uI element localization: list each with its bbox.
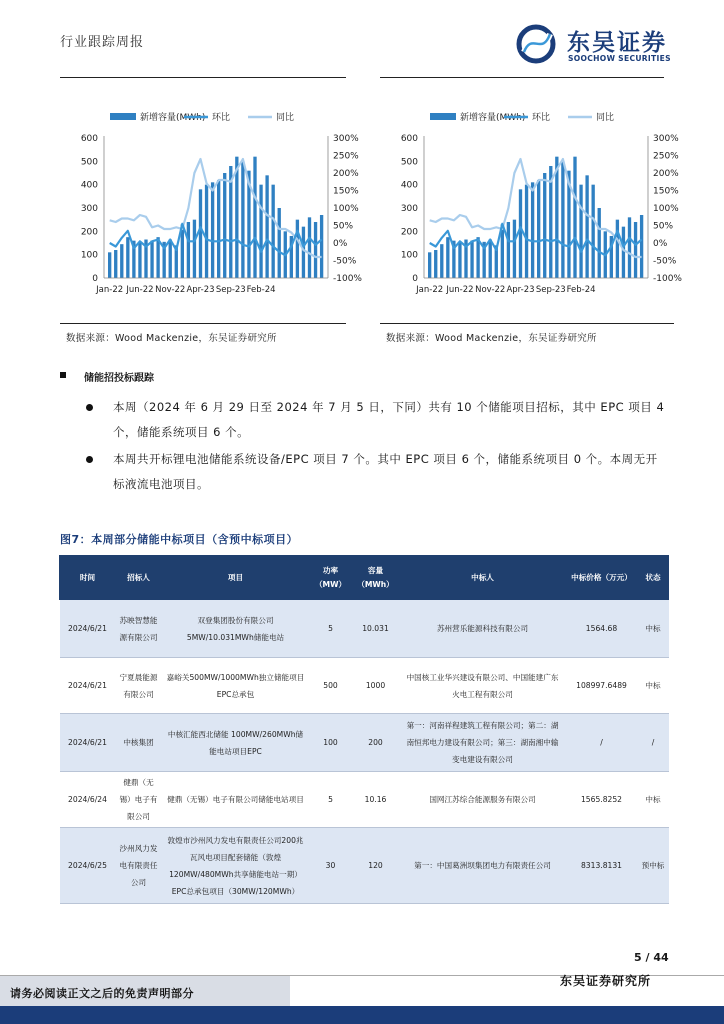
table-row [60, 828, 669, 904]
capacity-bar [592, 185, 595, 278]
capacity-bar [235, 157, 238, 278]
capacity-bar [446, 237, 449, 278]
legend-swatch-bar [430, 113, 456, 120]
capacity-bar [458, 243, 461, 278]
cell-price: 1564.68 [566, 600, 638, 658]
legend-label: 新增容量(MWh) [140, 113, 206, 123]
capacity-bar [561, 161, 564, 278]
y-right-tick-label: 100% [333, 204, 359, 214]
bullet-paragraph-1: 本周（2024 年 6 月 29 日至 2024 年 7 月 5 日，下同）共有 10 个储能项目招标，其中 EPC 项目 4 个，储能系统项目 6 个。 [113, 400, 665, 439]
y-right-tick-label: 50% [653, 221, 674, 232]
chart-left-source: 数据来源：Wood Mackenzie，东吴证券研究所 [66, 333, 277, 344]
cell-project: 健鼎（无锡）电子有限公司储能电站项目 [162, 772, 310, 828]
col-header-project: 项目 [162, 556, 310, 600]
x-tick-label: Jun-22 [446, 285, 474, 295]
cell-winner: 第一：中国葛洲坝集团电力有限责任公司 [400, 828, 566, 904]
capacity-bar [320, 215, 323, 278]
legend-label: 环比 [532, 113, 551, 123]
cell-tenderer: 苏映智慧能源有限公司 [116, 600, 162, 658]
capacity-bar [525, 185, 528, 278]
cell-power: 100 [310, 714, 352, 772]
cell-winner: 苏州营乐能源科技有限公司 [400, 600, 566, 658]
capacity-bar [555, 157, 558, 278]
cell-status: 预中标 [638, 828, 669, 904]
capacity-bar [628, 217, 631, 278]
cell-winner: 中国核工业华兴建设有限公司、中国能建广东火电工程有限公司 [400, 658, 566, 714]
chart-right [380, 100, 682, 305]
capacity-bar [531, 182, 534, 278]
y-right-tick-label: -50% [653, 256, 677, 267]
y-left-tick-label: 0 [412, 274, 418, 284]
y-right-tick-label: -50% [333, 256, 357, 267]
cell-tenderer: 宁夏晨能源有限公司 [116, 658, 162, 714]
cell-time: 2024/6/25 [60, 828, 116, 904]
capacity-bar [543, 173, 546, 278]
footer-bar [0, 1006, 724, 1024]
legend-label: 环比 [212, 113, 231, 123]
col-header-power: 功率（MW） [310, 556, 352, 600]
capacity-bar [513, 220, 516, 278]
cell-capacity: 1000 [352, 658, 400, 714]
y-right-tick-label: 200% [653, 169, 679, 179]
cell-project: 双登集团股份有限公司5MW/10.031MWh储能电站 [162, 600, 310, 658]
y-right-tick-label: 250% [333, 151, 359, 162]
chart-left [60, 100, 362, 305]
logo-cn-text: 东吴证券 [567, 30, 667, 56]
cell-price: 108997.6489 [566, 658, 638, 714]
cell-capacity: 10.16 [352, 772, 400, 828]
y-left-tick-label: 600 [80, 134, 98, 144]
capacity-bar [296, 220, 299, 278]
capacity-bar [241, 161, 244, 278]
x-tick-label: Nov-22 [155, 285, 186, 295]
cell-status: 中标 [638, 772, 669, 828]
capacity-bar [217, 180, 220, 278]
y-right-tick-label: -100% [333, 274, 362, 284]
cell-status: / [638, 714, 669, 772]
y-left-tick-label: 500 [80, 157, 98, 168]
y-left-tick-label: 300 [80, 204, 98, 214]
institute-name: 东吴证券研究所 [560, 974, 652, 988]
cell-status: 中标 [638, 658, 669, 714]
capacity-bar [278, 208, 281, 278]
capacity-bar [211, 182, 214, 278]
cell-time: 2024/6/24 [60, 772, 116, 828]
capacity-bar [265, 175, 268, 278]
y-right-tick-label: 100% [653, 204, 679, 214]
cell-winner: 第一：河南祥程建筑工程有限公司；第二：湖南恒邦电力建设有限公司；第三：湖南湘中输变电建设有限公司 [400, 714, 566, 772]
capacity-bar [308, 217, 311, 278]
table-header-row [60, 556, 669, 600]
capacity-bar [634, 222, 637, 278]
capacity-bar [585, 175, 588, 278]
page-number: 5 / 44 [634, 951, 669, 964]
chart-left-bottom-rule [60, 323, 346, 324]
cell-time: 2024/6/21 [60, 600, 116, 658]
y-left-tick-label: 300 [400, 204, 418, 214]
capacity-bar [476, 237, 479, 278]
section-title: 储能招投标跟踪 [84, 373, 154, 384]
logo-en-text: SOOCHOW SECURITIES [568, 54, 671, 63]
capacity-bar [169, 240, 172, 279]
x-tick-label: Jun-22 [126, 285, 154, 295]
cell-project: 嘉峪关500MW/1000MWh独立储能项目EPC总承包 [162, 658, 310, 714]
y-left-tick-label: 400 [80, 180, 98, 191]
y-right-tick-label: 300% [653, 134, 679, 144]
cell-capacity: 120 [352, 828, 400, 904]
col-header-tenderer: 招标人 [116, 556, 162, 600]
x-tick-label: Apr-23 [506, 285, 535, 295]
capacity-bar [205, 185, 208, 278]
bullet-dot-icon [86, 404, 93, 411]
chart-right-top-rule [380, 77, 664, 78]
cell-power: 30 [310, 828, 352, 904]
capacity-bar [314, 222, 317, 278]
cell-power: 5 [310, 772, 352, 828]
capacity-bar [573, 157, 576, 278]
x-tick-label: Feb-24 [566, 285, 596, 295]
report-type-title: 行业跟踪周报 [60, 35, 145, 50]
x-tick-label: Sep-23 [215, 285, 246, 295]
capacity-bar [428, 252, 431, 278]
capacity-bar [114, 250, 117, 278]
cell-power: 5 [310, 600, 352, 658]
capacity-bar [579, 185, 582, 278]
cell-time: 2024/6/21 [60, 658, 116, 714]
capacity-bar [187, 222, 190, 278]
bullet-dot-icon [86, 456, 93, 463]
y-left-tick-label: 200 [80, 227, 98, 238]
table-row [60, 658, 669, 714]
y-right-tick-label: 0% [333, 239, 348, 249]
cell-capacity: 10.031 [352, 600, 400, 658]
capacity-bar [156, 237, 159, 278]
y-right-tick-label: -100% [653, 274, 682, 284]
figure-title: 图7：本周部分储能中标项目（含预中标项目） [60, 533, 299, 546]
cell-price: 1565.8252 [566, 772, 638, 828]
y-left-tick-label: 100 [400, 250, 418, 261]
x-tick-label: Feb-24 [246, 285, 276, 295]
cell-time: 2024/6/21 [60, 714, 116, 772]
y-right-tick-label: 150% [653, 186, 679, 197]
capacity-bar [120, 244, 123, 278]
capacity-bar [622, 227, 625, 278]
y-right-tick-label: 200% [333, 169, 359, 179]
y-left-tick-label: 600 [400, 134, 418, 144]
chart-right-bottom-rule [380, 323, 674, 324]
x-tick-label: Nov-22 [475, 285, 506, 295]
col-header-winner: 中标人 [400, 556, 566, 600]
capacity-bar [507, 222, 510, 278]
capacity-bar [199, 189, 202, 278]
capacity-bar [598, 208, 601, 278]
capacity-bar [640, 215, 643, 278]
capacity-bar [150, 241, 153, 278]
cell-price: 8313.8131 [566, 828, 638, 904]
cell-project: 敦煌市沙州风力发电有限责任公司200兆瓦风电项目配套储能（敦煌120MW/480MWh共享储能电站一期）EPC总承包项目（30MW/120MWh） [162, 828, 310, 904]
y-right-tick-label: 50% [333, 221, 354, 232]
cell-tenderer: 中核集团 [116, 714, 162, 772]
y-left-tick-label: 200 [400, 227, 418, 238]
col-header-price: 中标价格（万元） [566, 556, 638, 600]
capacity-bar [108, 252, 111, 278]
table-row [60, 772, 669, 828]
y-right-tick-label: 250% [653, 151, 679, 162]
legend-label: 同比 [276, 113, 295, 123]
capacity-bar [519, 189, 522, 278]
capacity-bar [537, 180, 540, 278]
cell-project: 中核汇能西北储能 100MW/260MWh储能电站项目EPC [162, 714, 310, 772]
table-row [60, 714, 669, 772]
x-tick-label: Sep-23 [535, 285, 566, 295]
col-header-time: 时间 [60, 556, 116, 600]
x-tick-label: Apr-23 [186, 285, 215, 295]
cell-power: 500 [310, 658, 352, 714]
capacity-bar [489, 240, 492, 279]
soochow-logo-icon [516, 24, 560, 64]
section-square-icon [60, 372, 66, 378]
bid-results-table [59, 555, 669, 904]
capacity-bar [138, 243, 141, 278]
capacity-bar [253, 157, 256, 278]
col-header-status: 状态 [638, 556, 669, 600]
legend-label: 新增容量(MWh) [460, 113, 526, 123]
capacity-bar [616, 220, 619, 278]
x-tick-label: Jan-22 [96, 285, 124, 295]
cell-capacity: 200 [352, 714, 400, 772]
capacity-bar [302, 227, 305, 278]
legend-swatch-bar [110, 113, 136, 120]
y-right-tick-label: 300% [333, 134, 359, 144]
cell-price: / [566, 714, 638, 772]
chart-left-top-rule [60, 77, 346, 78]
capacity-bar [193, 220, 196, 278]
y-left-tick-label: 500 [400, 157, 418, 168]
y-right-tick-label: 0% [653, 239, 668, 249]
capacity-bar [434, 250, 437, 278]
capacity-bar [259, 185, 262, 278]
chart-right-source: 数据来源：Wood Mackenzie，东吴证券研究所 [386, 333, 597, 344]
y-left-tick-label: 0 [92, 274, 98, 284]
y-right-tick-label: 150% [333, 186, 359, 197]
cell-tenderer: 沙州风力发电有限责任公司 [116, 828, 162, 904]
y-left-tick-label: 100 [80, 250, 98, 261]
cell-status: 中标 [638, 600, 669, 658]
bullet-paragraph-2: 本周共开标锂电池储能系统设备/EPC 项目 7 个。其中 EPC 项目 6 个，储能系统项目 0 个。本周无开标液流电池项目。 [113, 452, 658, 491]
cell-tenderer: 健鼎（无锡）电子有限公司 [116, 772, 162, 828]
cell-winner: 国网江苏综合能源服务有限公司 [400, 772, 566, 828]
capacity-bar [126, 237, 129, 278]
table-row [60, 600, 669, 658]
capacity-bar [272, 185, 275, 278]
capacity-bar [470, 241, 473, 278]
capacity-bar [223, 173, 226, 278]
disclaimer-text: 请务必阅读正文之后的免责声明部分 [10, 987, 194, 1000]
col-header-capacity: 容量（MWh） [352, 556, 400, 600]
legend-label: 同比 [596, 113, 615, 123]
capacity-bar [440, 244, 443, 278]
y-left-tick-label: 400 [400, 180, 418, 191]
x-tick-label: Jan-22 [416, 285, 444, 295]
